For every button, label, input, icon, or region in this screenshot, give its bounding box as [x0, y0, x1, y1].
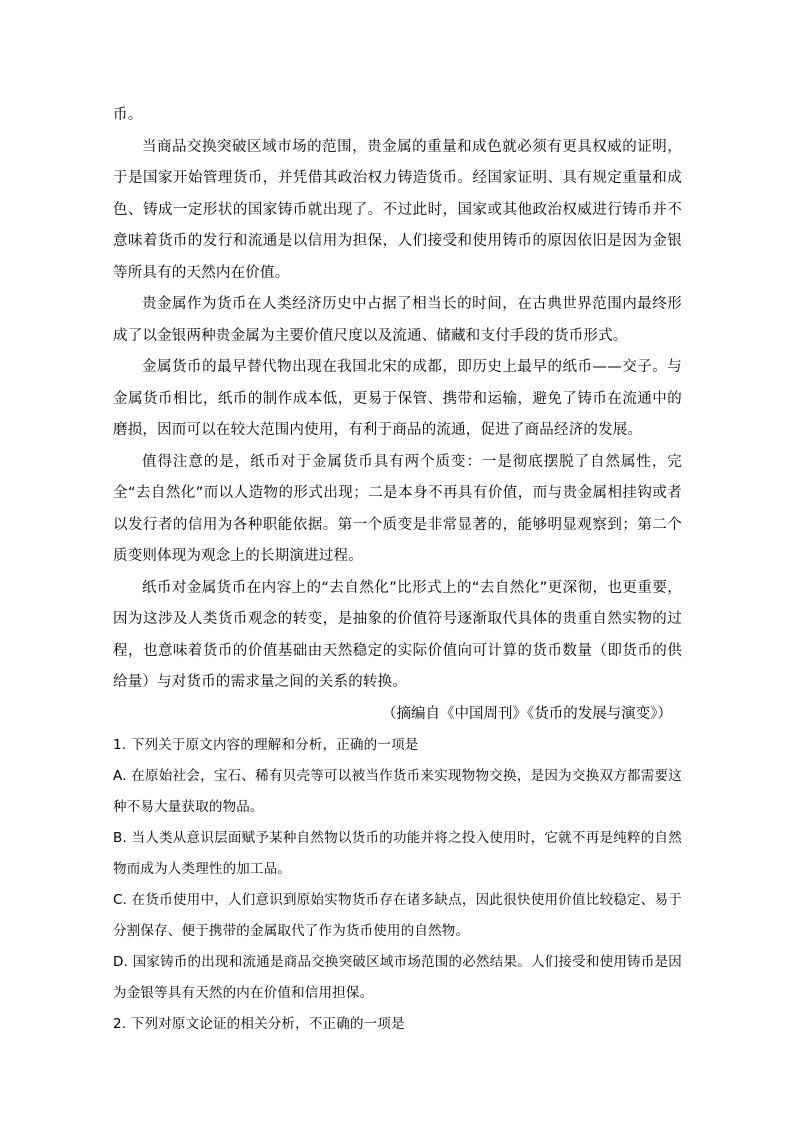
- question-1-option-d: D. 国家铸币的出现和流通是商品交换突破区域市场范围的必然结果。人们接受和使用铸币是因为金银等具有天然的内在价值和信用担保。: [113, 954, 682, 1001]
- question-2-stem: 2. 下列对原文论证的相关分析，不正确的一项是: [113, 1016, 405, 1032]
- question-1-stem: 1. 下列关于原文内容的理解和分析，正确的一项是: [113, 737, 419, 753]
- article-paragraph-1: 币。: [113, 107, 143, 123]
- article-paragraph-3: 贵金属作为货币在人类经济历史中占据了相当长的时间，在古典世界范围内最终形成了以金银两种贵金属为主要价值尺度以及流通、储藏和支付手段的货币形式。: [113, 296, 682, 344]
- article-paragraph-4: 金属货币的最早替代物出现在我国北宋的成都，即历史上最早的纸币——交子。与金属货币相比，纸币的制作成本低，更易于保管、携带和运输，避免了铸币在流通中的磨损，因而可以在较大范围内使用，有利于商品的流通，促进了商品经济的发展。: [113, 359, 682, 438]
- question-1-option-a: A. 在原始社会，宝石、稀有贝壳等可以被当作货币来实现物物交换，是因为交换双方都需要这种不易大量获取的物品。: [113, 768, 682, 815]
- article-paragraph-5: 值得注意的是，纸币对于金属货币具有两个质变：一是彻底摆脱了自然属性，完全“去自然化”而以人造物的形式出现；二是本身不再具有价值，而与贵金属相挂钩或者以发行者的信用为各种职能依据。第一个质变是非常显著的，能够明显观察到；第二个质变则体现为观念上的长期演进过程。: [113, 453, 682, 564]
- article-paragraph-6: 纸币对金属货币在内容上的“去自然化”比形式上的“去自然化”更深彻，也更重要，因为这涉及人类货币观念的转变，是抽象的价值符号逐渐取代具体的贵重自然实物的过程，也意味着货币的价值基础由天然稳定的实际价值向可计算的货币数量（即货币的供给量）与对货币的需求量之间的关系的转换。: [113, 579, 682, 690]
- article-source: （摘编自《中国周刊》《货币的发展与演变》）: [382, 705, 672, 722]
- question-1-option-b: B. 当人类从意识层面赋予某种自然物以货币的功能并将之投入使用时，它就不再是纯粹的自然物而成为人类理性的加工品。: [113, 830, 682, 877]
- article-paragraph-2: 当商品交换突破区域市场的范围，贵金属的重量和成色就必须有更具权威的证明，于是国家开始管理货币，并凭借其政治权力铸造货币。经国家证明、具有规定重量和成色、铸成一定形状的国家铸币就出现了。不过此时，国家或其他政治权威进行铸币并不意味着货币的发行和流通是以信用为担保，人们接受和使用铸币的原因依旧是因为金银等所具有的天然内在价值。: [113, 138, 682, 281]
- document-page: [113, 100, 682, 1040]
- question-1-option-c: C. 在货币使用中，人们意识到原始实物货币存在诸多缺点，因此很快使用价值比较稳定、易于分割保存、便于携带的金属取代了作为货币使用的自然物。: [113, 892, 682, 939]
